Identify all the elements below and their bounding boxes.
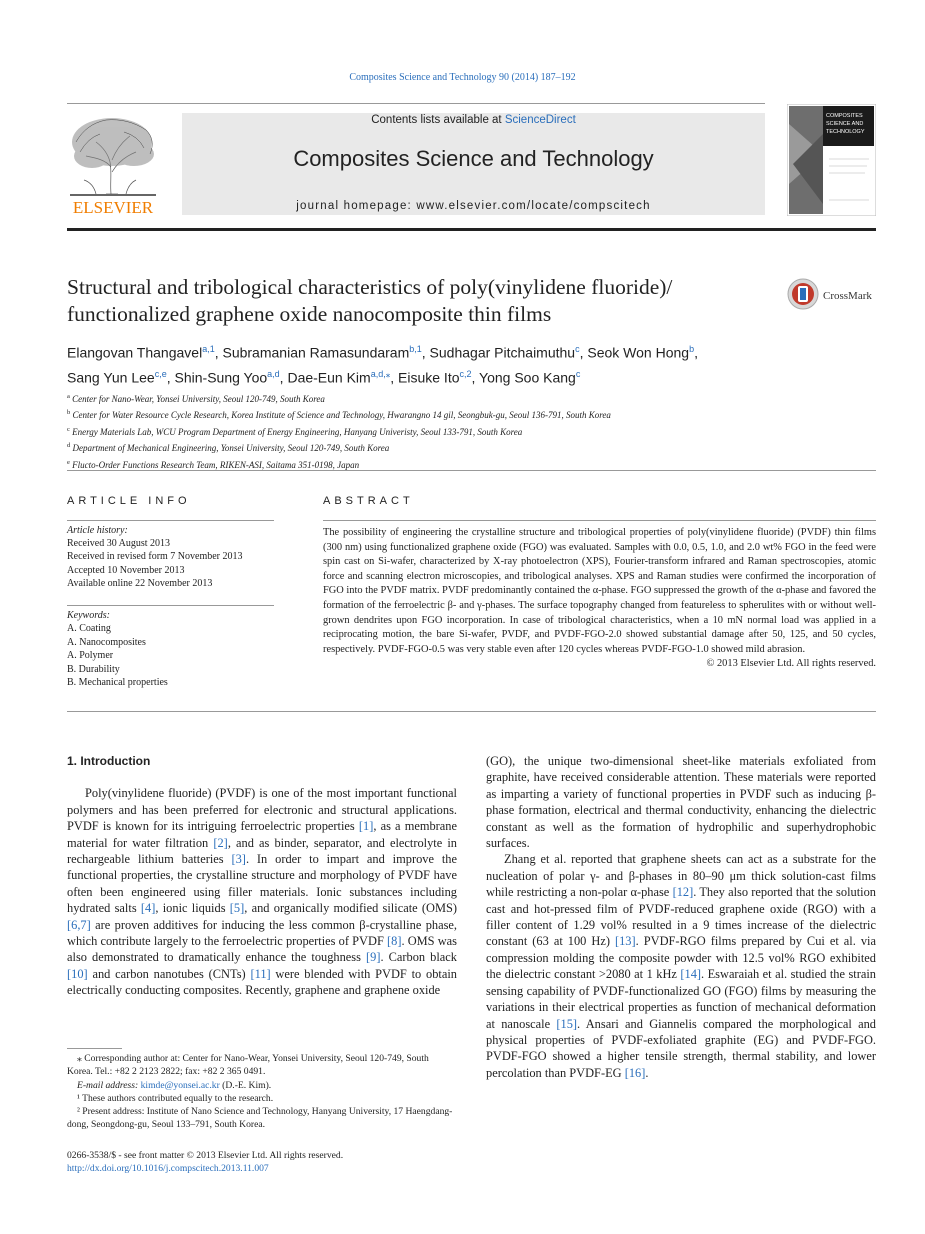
email-note [67, 1079, 457, 1092]
keywords [67, 609, 277, 689]
article-title [67, 274, 767, 328]
corresponding-author-note: ⁎ Corresponding author at: Center for Nano-Wear, Yonsei University, Seoul 120-749, South Korea. Tel.: +82 2 2123 2822; fax: +82 2 365 0491. [67, 1053, 429, 1078]
keywords-label: Keywords: [67, 610, 110, 621]
body-paragraph: Zhang et al. reported that graphene sheets can act as a substrate for the nucleation of polar γ- and β-phases in 80–90 μm thick solution-cast films while restricting a non-polar α-phase [12]. They also reported that the solution cast and hot-pressed film of PVDF-reduced graphene oxide (RGO) with a filler content of 1.29 vol% resulted in a 9 times increase of the dielectric constant (63 at 100 Hz) [13]. PVDF-RGO films prepared by Cui et al. via compression molding the composite powder with 12.5 vol% RGO exhibited the dielectric constant >2080 at 1 kHz [14]. Eswaraiah et al. studied the strain sensing capability of PVDF-functionalized GO (FGO) films by measuring the variations in their electrical properties as function of mechanical deformation at nanoscale [15]. Ansari and Giannelis compared the morphological and physical properties of PVDF-exfoliated graphite (EG) and PVDF-FGO. PVDF-FGO showed a higher tensile strength, thermal stability, and lower percolation than PVDF-EG [16]. [486, 852, 876, 1080]
email-label: E-mail address: [77, 1079, 141, 1091]
affiliation-text: Center for Water Resource Cycle Research, Korea Institute of Science and Technology, Hwarangno 14 gil, Seongbuk-gu, Seoul 136-791, South Korea [72, 410, 611, 421]
journal-reference[interactable]: Composites Science and Technology 90 (2014) 187–192 [349, 72, 576, 83]
author[interactable]: Elangovan Thangavel [67, 344, 203, 361]
author[interactable]: Dae-Eun Kim [287, 369, 371, 386]
keyword-item: B. Durability [67, 663, 120, 675]
citation-link[interactable]: [4] [140, 901, 156, 916]
history-item: Received in revised form 7 November 2013 [67, 551, 243, 563]
affiliation-text: Center for Nano-Wear, Yonsei University, Seoul 120-749, South Korea [72, 394, 325, 404]
citation-link[interactable]: [14] [680, 967, 702, 982]
affiliation-item [67, 406, 877, 422]
author-affiliation-mark[interactable]: a,1 [202, 344, 215, 354]
citation-link[interactable]: [13] [614, 934, 636, 949]
author-affiliation-mark[interactable]: a,d [267, 368, 280, 379]
affiliation-mark: a [67, 393, 70, 400]
body-column-right [486, 753, 876, 1081]
affiliation-mark: b [67, 409, 71, 417]
author-affiliation-mark[interactable]: c,e [154, 368, 167, 379]
article-title-line2: functionalized graphene oxide nanocomposite thin films [67, 302, 552, 326]
crossmark-badge[interactable] [787, 278, 877, 312]
contents-line [182, 114, 765, 126]
citation-link[interactable]: [6,7] [67, 917, 91, 932]
author-separator: , [390, 369, 399, 386]
cover-title-line2: SCIENCE AND [826, 121, 864, 127]
header-thick-rule [67, 228, 876, 231]
elsevier-logo [66, 112, 160, 216]
author-separator: , [471, 369, 480, 386]
history-item: Available online 22 November 2013 [67, 577, 213, 589]
elsevier-wordmark: ELSEVIER [72, 198, 154, 216]
author[interactable]: Eisuke Ito [398, 369, 460, 386]
email-link[interactable]: kimde@yonsei.ac.kr [140, 1079, 220, 1091]
author-list [67, 339, 877, 388]
email-suffix: (D.-E. Kim). [219, 1079, 272, 1091]
author[interactable]: Yong Soo Kang [479, 369, 576, 386]
citation-link[interactable]: [9] [366, 950, 381, 965]
bottom-metadata [67, 1149, 467, 1176]
abstract-text: The possibility of engineering the crystalline structure and tribological properties of poly(vinylidene fluoride) (PVDF) thin films (300 nm) using functionalized graphene oxide (FGO) was evaluated. Samples with 0.0, 0.5, 1.0, and 2.0 wt% FGO in the feed were spin cast on Si-wafer, characterized by X-ray photoelectron (XPS), Fourier-transform infrared and Raman spectroscopies, atomic force and scanning electron microscopies, and tribological analyses. XPS and Raman studies were confirmed the incorporation of FGO into the PVDF matrix. PVDF predominantly contained the α-phase. FGO suppressed the growth of the α-phase and favored the formation of the ferroelectric β- and γ-phases. The surface topography changed from featureless to spherulites with or without well-grown dendrites upon FGO incorporation. In case of tribological characteristics, when a 10 mN normal load was applied in a reciprocating motion, the bare Si-wafer, PVDF, and PVDF-FGO-2.0 showed substantial damage after 50, 125, and 50 cycles, respectively. PVDF-FGO-0.5 was very stable even after 120 cycles whereas PVDF-FGO-1.0 showed mild abrasion. [323, 527, 876, 655]
citation-link[interactable]: [2] [213, 835, 228, 850]
author-separator: , [279, 369, 288, 386]
body-paragraph: (GO), the unique two-dimensional sheet-like materials exfoliated from graphite, have received considerable attention. These materials were reported as imparting a variety of functional properties in PVDF such as inducing β-phase formation, electrical and thermal conductivity, enhancing the dielectric constant as well as the formation of hydrophilic and superhydrophobic surfaces. [486, 754, 876, 851]
citation-link[interactable]: [12] [672, 885, 694, 900]
footnotes [67, 1052, 457, 1132]
abstract-body [323, 526, 876, 672]
abstract-heading: ABSTRACT [323, 495, 414, 507]
affiliation-item [67, 439, 877, 455]
citation-link[interactable]: [16] [624, 1065, 646, 1080]
citation-link[interactable]: [10] [67, 966, 88, 981]
crossmark-label: CrossMark [823, 290, 872, 302]
section-rule [67, 470, 876, 471]
affiliation-mark: c [67, 425, 70, 433]
doi-link[interactable]: http://dx.doi.org/10.1016/j.compscitech.2013.11.007 [67, 1163, 269, 1175]
keyword-item: A. Nanocomposites [67, 636, 146, 648]
header-rule [67, 103, 765, 104]
citation-link[interactable]: [15] [556, 1016, 578, 1031]
citation-link[interactable]: [5] [229, 901, 245, 916]
history-item: Accepted 10 November 2013 [67, 564, 185, 576]
cover-title-line1: COMPOSITES [826, 113, 863, 119]
article-history [67, 524, 277, 590]
author-affiliation-mark[interactable]: b,1 [409, 344, 422, 354]
article-info-rule [67, 520, 274, 521]
author[interactable]: Shin-Sung Yoo [174, 369, 268, 386]
footnote-1: ¹ These authors contributed equally to the research. [77, 1092, 274, 1104]
article-info-rule [67, 605, 274, 606]
author-separator: , [166, 369, 175, 386]
contents-prefix: Contents lists available at [371, 114, 505, 126]
abstract-copyright: © 2013 Elsevier Ltd. All rights reserved. [706, 658, 876, 670]
keyword-item: A. Polymer [67, 650, 114, 662]
crossmark-icon [788, 279, 818, 309]
body-paragraph: Poly(vinylidene fluoride) (PVDF) is one of the most important functional polymers and has been preferred for electronic and structural applications. PVDF is known for its intriguing ferroelectric properties [1], as a membrane material for water filtration [2], and as binder, separator, and electrolyte in rechargeable lithium batteries [3]. In order to impart and improve the functional properties, the crystalline structure and morphology of PVDF have often been engineered using filler materials. Ionic substances including hydrated salts [4], ionic liquids [5], and organically modified silicate (OMS)[6,7] are proven additives for inducing the less common β-crystalline phase, which contribute largely to the ferroelectric properties of PVDF [8]. OMS was also demonstrated to dramatically enhance the toughness [9]. Carbon black [10] and carbon nanotubes (CNTs) [11] were blended with PVDF to obtain electrically conducting composites. Recently, graphene and graphene oxide [67, 786, 458, 998]
history-item: Received 30 August 2013 [67, 538, 171, 550]
abstract-rule [323, 520, 876, 521]
article-title-line1: Structural and tribological characteristics of poly(vinylidene fluoride)/ [67, 275, 673, 299]
affiliation-text: Energy Materials Lab, WCU Program Department of Energy Engineering, Hanyang Univeristy, Seoul 133-791, South Korea [72, 426, 523, 437]
keyword-item: A. Coating [67, 623, 111, 635]
author-separator: , [214, 344, 223, 361]
affiliation-item [67, 423, 877, 439]
cover-title-line3: TECHNOLOGY [826, 129, 865, 135]
history-label: Article history: [67, 525, 128, 536]
affiliation-mark: d [67, 442, 71, 450]
citation-link[interactable]: [8] [387, 934, 402, 949]
citation-link[interactable]: [11] [250, 966, 271, 981]
affiliation-item [67, 390, 877, 406]
issn-line: 0266-3538/$ - see front matter © 2013 Elsevier Ltd. All rights reserved. [67, 1150, 344, 1161]
author-affiliation-mark[interactable]: a,d,⁎ [370, 368, 391, 379]
author-separator: , [694, 344, 698, 361]
section-rule [67, 711, 876, 712]
author-separator: , [579, 344, 588, 361]
elsevier-tree-icon [66, 112, 160, 216]
author[interactable]: Seok Won Hong [587, 344, 690, 361]
article-info-heading: ARTICLE INFO [67, 495, 191, 507]
author-affiliation-mark[interactable]: c [575, 368, 581, 379]
journal-title: Composites Science and Technology [293, 146, 654, 171]
footnote-rule [67, 1048, 122, 1049]
journal-homepage[interactable]: journal homepage: www.elsevier.com/locate/compscitech [296, 200, 651, 212]
author-separator: , [421, 344, 430, 361]
footnote-2: ² Present address: Institute of Nano Science and Technology, Hanyang University, 17 Haengdang-dong, Seongdong-gu, Seoul 133–791, South Korea. [67, 1106, 453, 1131]
keyword-item: B. Mechanical properties [67, 677, 168, 689]
affiliation-text: Flucto-Order Functions Research Team, RIKEN-ASI, Saitama 351-0198, Japan [72, 459, 360, 470]
affiliation-text: Department of Mechanical Engineering, Yonsei University, Seoul 120-749, South Korea [72, 443, 390, 454]
affiliation-mark: e [67, 458, 70, 466]
citation-link[interactable]: [1] [358, 819, 374, 834]
citation-link[interactable]: [3] [231, 852, 246, 867]
author[interactable]: Sudhagar Pitchaimuthu [429, 344, 576, 361]
affiliation-list [67, 390, 877, 472]
author-affiliation-mark[interactable]: c,2 [459, 368, 472, 379]
author[interactable]: Sang Yun Lee [67, 369, 155, 386]
section-heading: 1. Introduction [67, 754, 151, 768]
body-column-left [67, 753, 457, 999]
sciencedirect-link[interactable]: ScienceDirect [504, 114, 576, 126]
journal-cover-thumbnail[interactable] [787, 104, 876, 216]
author-affiliation-mark[interactable]: b [689, 344, 695, 354]
author[interactable]: Subramanian Ramasundaram [222, 344, 410, 361]
author-affiliation-mark[interactable]: c [575, 344, 580, 354]
